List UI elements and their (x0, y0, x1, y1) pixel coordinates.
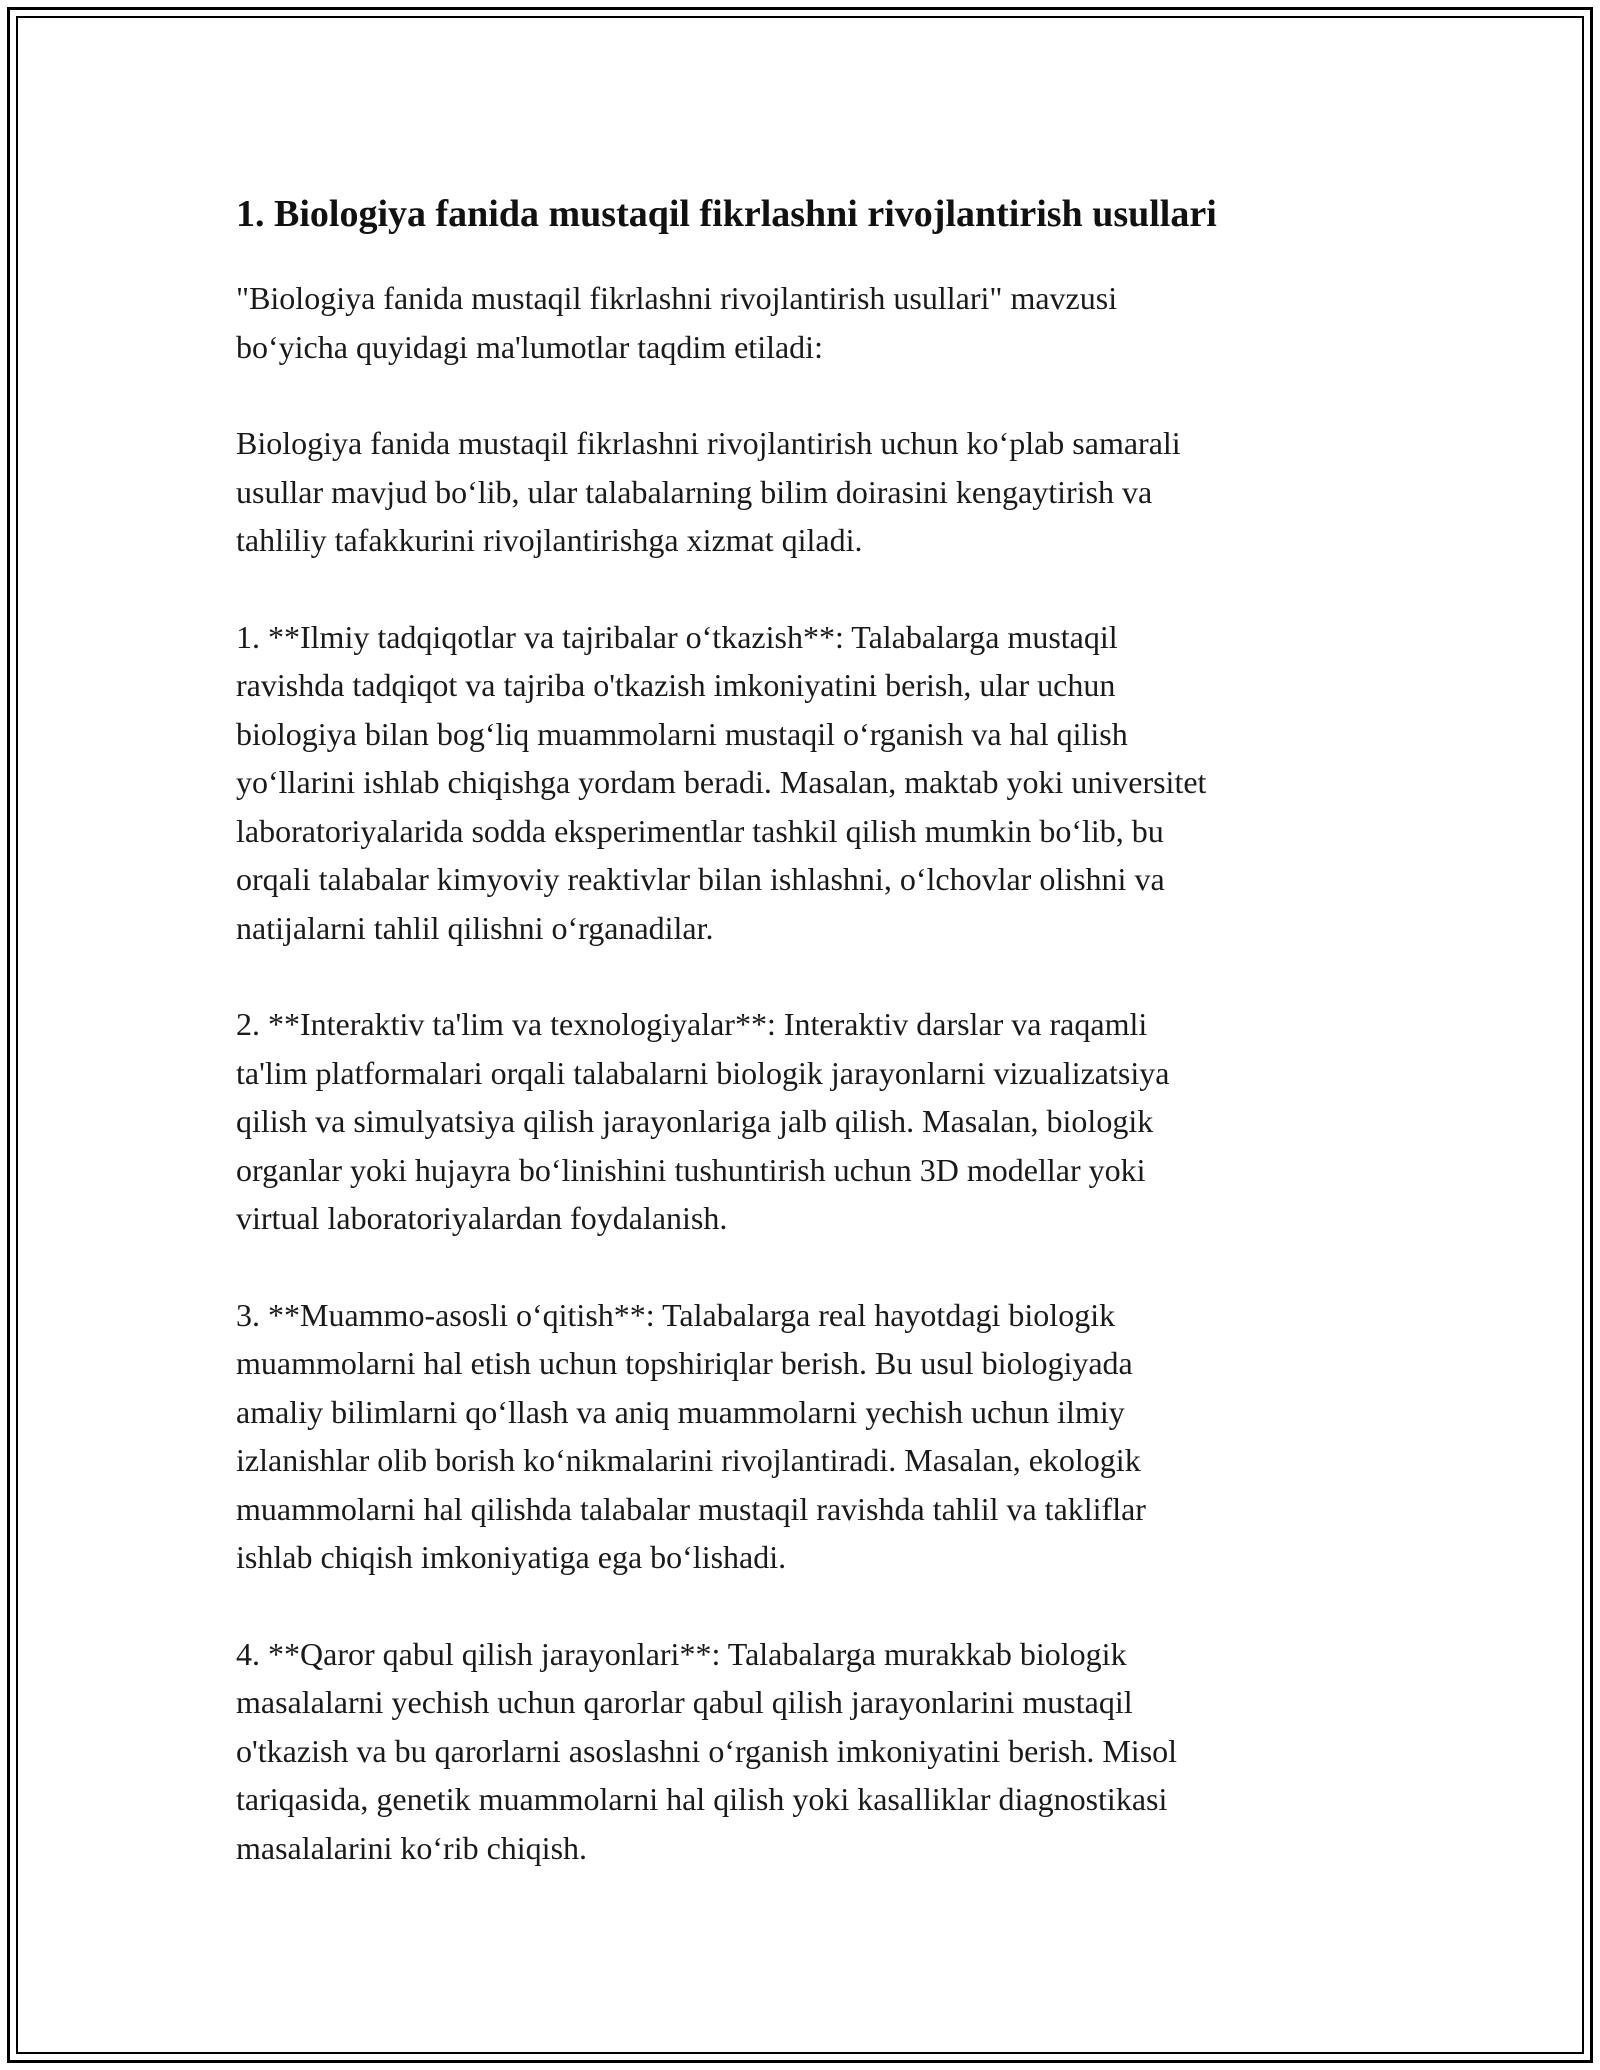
paragraph-line: organlar yoki hujayra bo‘linishini tushuntirish uchun 3D modellar yoki (236, 1151, 1146, 1188)
paragraph-line: virtual laboratoriyalardan foydalanish. (236, 1200, 728, 1236)
paragraph-line: laboratoriyalarida sodda eksperimentlar tashkil qilish mumkin bo‘lib, bu (236, 812, 1164, 849)
paragraph-line: o'tkazish va bu qarorlarni asoslashni o‘rganish imkoniyatini berish. Misol (236, 1732, 1178, 1769)
paragraph-line: ta'lim platformalari orqali talabalarni biologik jarayonlarni vizualizatsiya (236, 1054, 1170, 1091)
paragraph-line: qilish va simulyatsiya qilish jarayonlariga jalb qilish. Masalan, biologik (236, 1103, 1154, 1139)
paragraph-line: orqali talabalar kimyoviy reaktivlar bilan ishlashni, o‘lchovlar olishni va (236, 861, 1165, 897)
paragraph-line: muammolarni hal qilishda talabalar mustaqil ravishda tahlil va takliflar (236, 1490, 1146, 1527)
paragraph-line: masalalarini ko‘rib chiqish. (236, 1829, 588, 1866)
list-item-4 (236, 1630, 1366, 1873)
list-item-1 (236, 613, 1366, 953)
paragraph-line: Biologiya fanida mustaqil fikrlashni rivojlantirish uchun ko‘plab samarali (236, 425, 1181, 461)
paragraph-line: 4. **Qaror qabul qilish jarayonlari**: Talabalarga murakkab biologik (236, 1635, 1127, 1672)
paragraph-overview (236, 419, 1366, 565)
paragraph-line: masalalarni yechish uchun qarorlar qabul qilish jarayonlarini mustaqil (236, 1684, 1133, 1720)
paragraph-line: 1. **Ilmiy tadqiqotlar va tajribalar o‘tkazish**: Talabalarga mustaqil (236, 618, 1118, 655)
paragraph-line: biologiya bilan bog‘liq muammolarni mustaqil o‘rganish va hal qilish (236, 715, 1128, 752)
paragraph-line: bo‘yicha quyidagi ma'lumotlar taqdim etiladi: (236, 328, 823, 365)
paragraph-line: tariqasida, genetik muammolarni hal qilish yoki kasalliklar diagnostikasi (236, 1781, 1168, 1817)
document-body (236, 188, 1366, 1920)
paragraph-line: tahliliy tafakkurini rivojlantirishga xizmat qiladi. (236, 522, 863, 558)
paragraph-line: usullar mavjud bo‘lib, ular talabalarning bilim doirasini kengaytirish va (236, 473, 1153, 510)
list-item-2 (236, 1000, 1366, 1243)
document-title: 1. Biologiya fanida mustaqil fikrlashni rivojlantirish usullari (236, 193, 1217, 235)
paragraph-line: muammolarni hal etish uchun topshiriqlar berish. Bu usul biologiyada (236, 1345, 1133, 1381)
paragraph-line: ravishda tadqiqot va tajriba o'tkazish imkoniyatini berish, ular uchun (236, 667, 1116, 703)
paragraph-line: ishlab chiqish imkoniyatiga ega bo‘lishadi. (236, 1539, 787, 1575)
paragraph-line: 2. **Interaktiv ta'lim va texnologiyalar**: Interaktiv darslar va raqamli (236, 1006, 1148, 1042)
paragraph-line: "Biologiya fanida mustaqil fikrlashni rivojlantirish usullari" mavzusi (236, 280, 1118, 316)
paragraph-line: natijalarni tahlil qilishni o‘rganadilar. (236, 909, 714, 946)
paragraph-line: amaliy bilimlarni qo‘llash va aniq muammolarni yechish uchun ilmiy (236, 1393, 1125, 1430)
paragraph-line: 3. **Muammo-asosli o‘qitish**: Talabalarga real hayotdagi biologik (236, 1296, 1116, 1333)
paragraph-line: yo‘llarini ishlab chiqishga yordam beradi. Masalan, maktab yoki universitet (236, 764, 1207, 800)
paragraph-line: izlanishlar olib borish ko‘nikmalarini rivojlantiradi. Masalan, ekologik (236, 1442, 1141, 1478)
paragraph-intro (236, 274, 1366, 371)
list-item-3 (236, 1291, 1366, 1582)
